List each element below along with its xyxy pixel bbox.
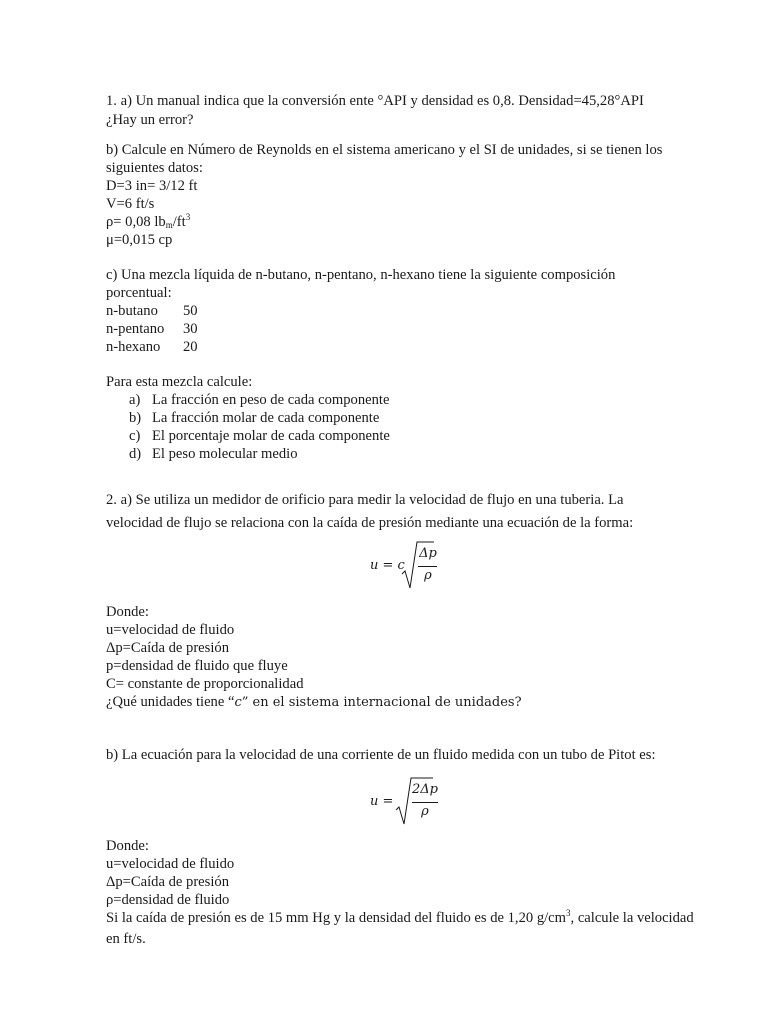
list-item: d) El peso molecular medio bbox=[129, 446, 298, 462]
eq1-numerator: Δp bbox=[419, 546, 437, 561]
eq1-denominator: ρ bbox=[424, 568, 432, 583]
donde-label: Donde: bbox=[106, 838, 149, 854]
definition: Δp=Caída de presión bbox=[106, 640, 229, 656]
q2b-line1: b) La ecuación para la velocidad de una corriente de un fluido medida con un tubo de Pitot es: bbox=[106, 747, 656, 763]
eq1-lhs: u = c bbox=[370, 558, 405, 573]
eq2-numerator: 2Δp bbox=[412, 782, 438, 797]
eq2-denominator: ρ bbox=[421, 804, 429, 819]
fraction-bar bbox=[412, 802, 438, 803]
data-mu: μ=0,015 cp bbox=[106, 232, 173, 248]
donde-label: Donde: bbox=[106, 604, 149, 620]
q2a-line1: 2. a) Se utiliza un medidor de orificio para medir la velocidad de flujo en una tuberia. La bbox=[106, 492, 624, 508]
q2b-final-line2: en ft/s. bbox=[106, 931, 146, 947]
fraction-bar bbox=[418, 566, 437, 567]
q2b-final-line1: Si la caída de presión es de 15 mm Hg y la densidad del fluido es de 1,20 $g/cm^3$, calcule la velocidad bbox=[106, 908, 694, 926]
q1b-line1: b) Calcule en Número de Reynolds en el sistema americano y el SI de unidades, si se tienen los bbox=[106, 142, 663, 158]
data-rho: ρ= 0,08 $lb_m/ft^3$ bbox=[106, 212, 191, 230]
q2a-line2: velocidad de flujo se relaciona con la caída de presión mediante una ecuación de la forma: bbox=[106, 515, 634, 531]
list-item: c) El porcentaje molar de cada componente bbox=[129, 428, 390, 444]
composition-row: n-pentano 30 bbox=[106, 321, 198, 337]
definition: Δp=Caída de presión bbox=[106, 874, 229, 890]
data-V: V=6 ft/s bbox=[106, 196, 155, 212]
equation-orifice bbox=[360, 540, 450, 592]
definition: ρ=densidad de fluido bbox=[106, 892, 230, 908]
definition: u=velocidad de fluido bbox=[106, 856, 235, 872]
q1c-line1: c) Una mezcla líquida de n-butano, n-pentano, n-hexano tiene la siguiente composición bbox=[106, 267, 616, 283]
data-D: D=3 in= 3/12 ft bbox=[106, 178, 198, 194]
list-item: a) La fracción en peso de cada componente bbox=[129, 392, 390, 408]
composition-row: n-butano 50 bbox=[106, 303, 198, 319]
eq2-lhs: u = bbox=[370, 794, 394, 809]
q1b-line2: siguientes datos: bbox=[106, 160, 203, 176]
list-item: b) La fracción molar de cada componente bbox=[129, 410, 380, 426]
q2a-question: ¿Qué unidades tiene “c” en el sistema internacional de unidades? bbox=[106, 694, 522, 710]
q1a-line2: ¿Hay un error? bbox=[106, 112, 194, 128]
calc-intro: Para esta mezcla calcule: bbox=[106, 374, 253, 390]
definition: u=velocidad de fluido bbox=[106, 622, 235, 638]
q1a-line1: 1. a) Un manual indica que la conversión ente °API y densidad es 0,8. Densidad=45,28°API bbox=[106, 93, 644, 109]
definition: p=densidad de fluido que fluye bbox=[106, 658, 288, 674]
equation-pitot bbox=[360, 776, 450, 828]
composition-row: n-hexano 20 bbox=[106, 339, 198, 355]
definition: C= constante de proporcionalidad bbox=[106, 676, 304, 692]
q1c-line2: porcentual: bbox=[106, 285, 172, 301]
